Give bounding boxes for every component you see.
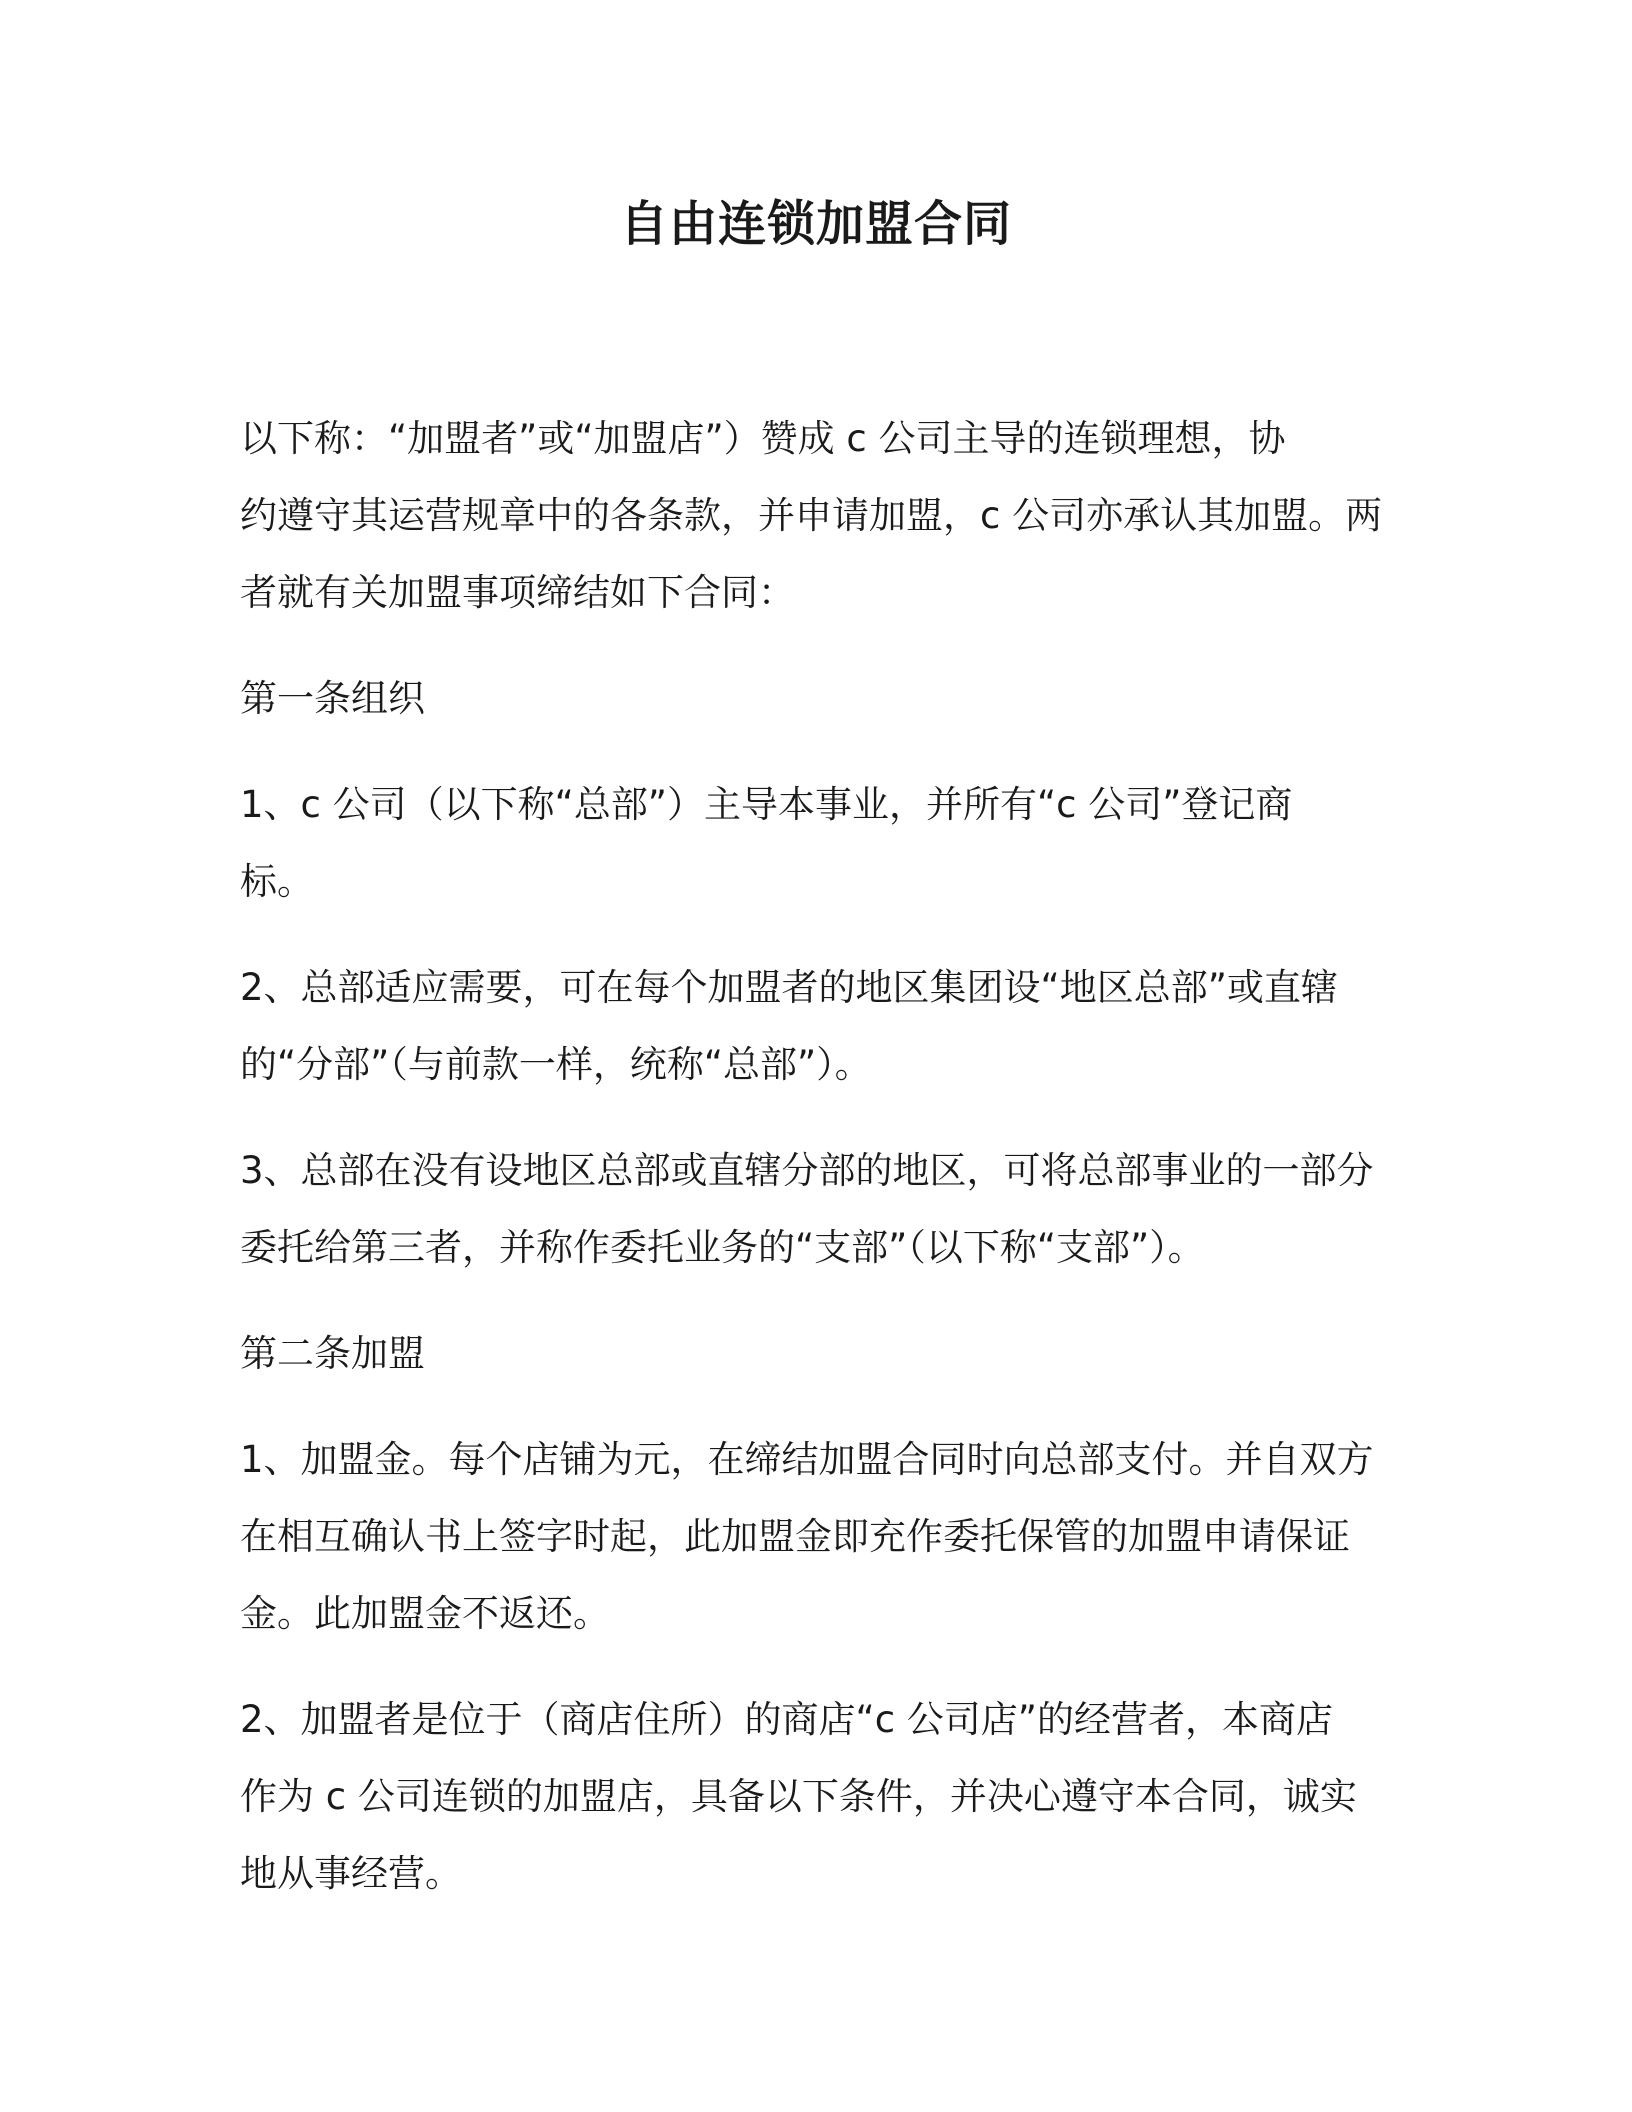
text-line: 者就有关加盟事项缔结如下合同： bbox=[240, 571, 795, 614]
article-2-clause-2 bbox=[240, 1681, 1400, 1912]
article-1-clause-2 bbox=[240, 949, 1400, 1103]
text-line: 1、c 公司（以下称“总部”）主导本事业，并所有“c 公司”登记商 bbox=[240, 783, 1293, 826]
article-2-clause-1 bbox=[240, 1421, 1400, 1652]
text-line: 标。 bbox=[240, 860, 314, 903]
text-line: 约遵守其运营规章中的各条款，并申请加盟，c 公司亦承认其加盟。两 bbox=[240, 494, 1383, 537]
text-line: 1、加盟金。每个店铺为元，在缔结加盟合同时向总部支付。并自双方 bbox=[240, 1438, 1374, 1481]
article-1-clause-3 bbox=[240, 1132, 1400, 1286]
text-line: 以下称：“加盟者”或“加盟店”）赞成 c 公司主导的连锁理想，协 bbox=[240, 417, 1286, 460]
text-line: 委托给第三者，并称作委托业务的“支部”（以下称“支部”）。 bbox=[240, 1226, 1205, 1269]
text-line: 地从事经营。 bbox=[240, 1852, 462, 1895]
text-line: 2、加盟者是位于（商店住所）的商店“c 公司店”的经营者，本商店 bbox=[240, 1698, 1333, 1741]
text-line: 2、总部适应需要，可在每个加盟者的地区集团设“地区总部”或直辖 bbox=[240, 966, 1338, 1009]
article-1-heading: 第一条组织 bbox=[240, 677, 425, 720]
text-line: 3、总部在没有设地区总部或直辖分部的地区，可将总部事业的一部分 bbox=[240, 1149, 1374, 1192]
document-body bbox=[240, 400, 1400, 1941]
article-2-heading: 第二条加盟 bbox=[240, 1332, 425, 1375]
article-1-clause-1 bbox=[240, 766, 1400, 920]
text-line: 的“分部”（与前款一样，统称“总部”）。 bbox=[240, 1043, 872, 1086]
text-line: 作为 c 公司连锁的加盟店，具备以下条件，并决心遵守本合同，诚实 bbox=[240, 1775, 1357, 1818]
text-line: 在相互确认书上签字时起，此加盟金即充作委托保管的加盟申请保证 bbox=[240, 1515, 1350, 1558]
text-line: 金。此加盟金不返还。 bbox=[240, 1592, 610, 1635]
intro-paragraph bbox=[240, 400, 1400, 631]
document-title: 自由连锁加盟合同 bbox=[619, 196, 1012, 252]
